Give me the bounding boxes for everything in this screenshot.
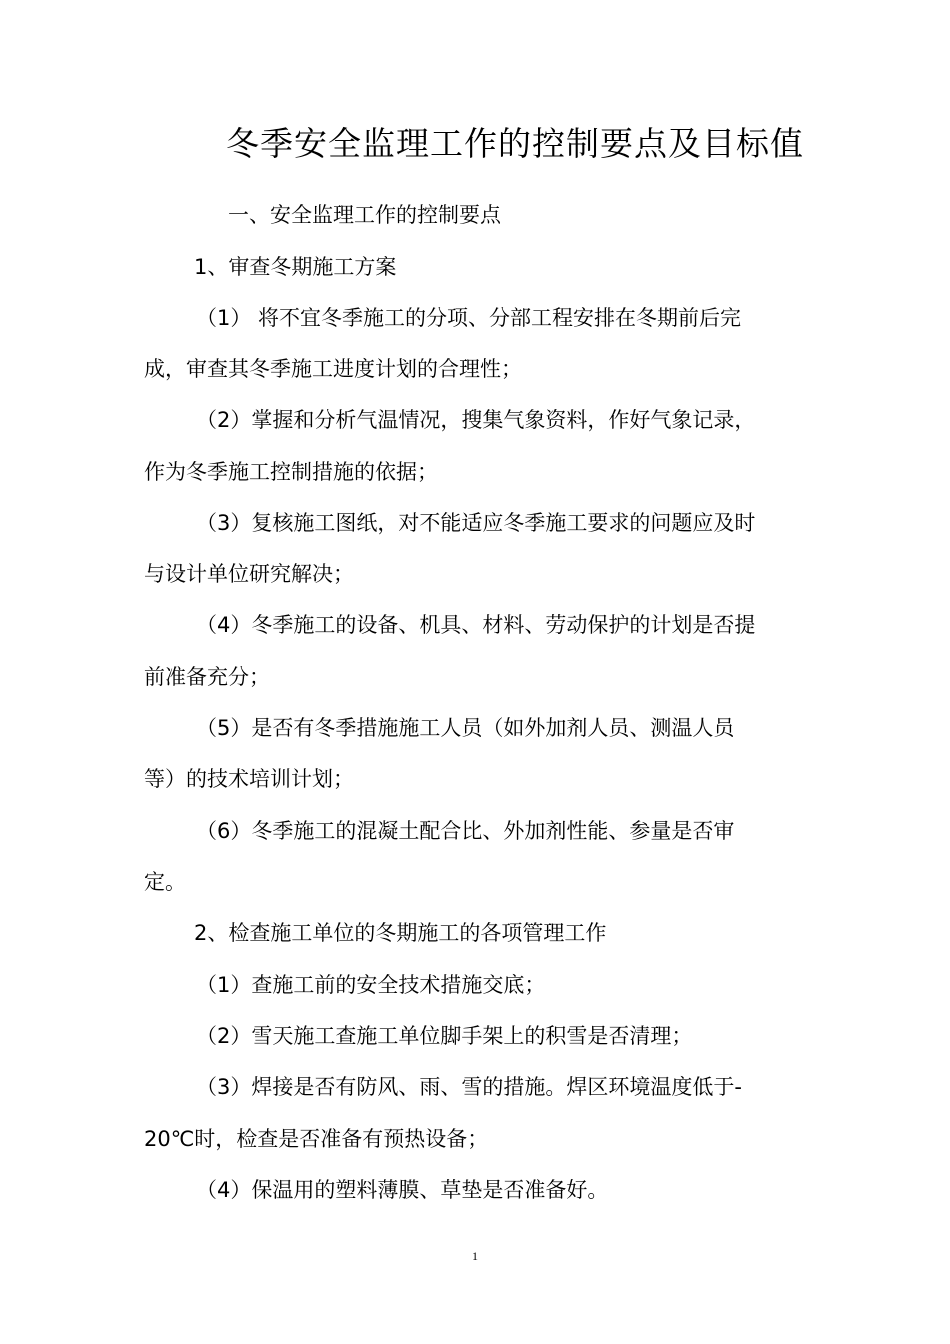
subsection-heading-2: 2、检查施工单位的冬期施工的各项管理工作 (194, 921, 607, 945)
paragraph-line: 与设计单位研究解决； (144, 562, 354, 586)
paragraph-line: （2）雪天施工查施工单位脚手架上的积雪是否清理； (196, 1024, 693, 1048)
paragraph-line: （1）查施工前的安全技术措施交底； (196, 973, 546, 997)
page-number: 1 (472, 1249, 478, 1263)
paragraph-line: （2）掌握和分析气温情况，搜集气象资料，作好气象记录， (196, 408, 756, 432)
paragraph-line: （3）焊接是否有防风、雨、雪的措施。焊区环境温度低于- (196, 1075, 742, 1099)
paragraph-line: （4）保温用的塑料薄膜、草垫是否准备好。 (196, 1178, 609, 1202)
paragraph-line: （5）是否有冬季措施施工人员（如外加剂人员、测温人员 (196, 716, 735, 740)
paragraph-line: 作为冬季施工控制措施的依据； (144, 460, 438, 484)
paragraph-line: 成，审查其冬季施工进度计划的合理性； (144, 357, 522, 381)
subsection-heading-1: 1、审查冬期施工方案 (194, 255, 397, 279)
paragraph-line: （3）复核施工图纸，对不能适应冬季施工要求的问题应及时 (196, 511, 756, 535)
paragraph-line: （4）冬季施工的设备、机具、材料、劳动保护的计划是否提 (196, 613, 756, 637)
paragraph-line: 等）的技术培训计划； (144, 767, 354, 791)
paragraph-line: 定。 (144, 870, 186, 894)
paragraph-line: （1） 将不宜冬季施工的分项、分部工程安排在冬期前后完 (196, 306, 742, 330)
paragraph-line: 前准备充分； (144, 665, 270, 689)
paragraph-line: （6）冬季施工的混凝土配合比、外加剂性能、参量是否审 (196, 819, 735, 843)
document-title: 冬季安全监理工作的控制要点及目标值 (226, 124, 804, 163)
paragraph-line: 20℃时，检查是否准备有预热设备； (144, 1127, 489, 1151)
section-heading: 一、安全监理工作的控制要点 (228, 203, 501, 227)
